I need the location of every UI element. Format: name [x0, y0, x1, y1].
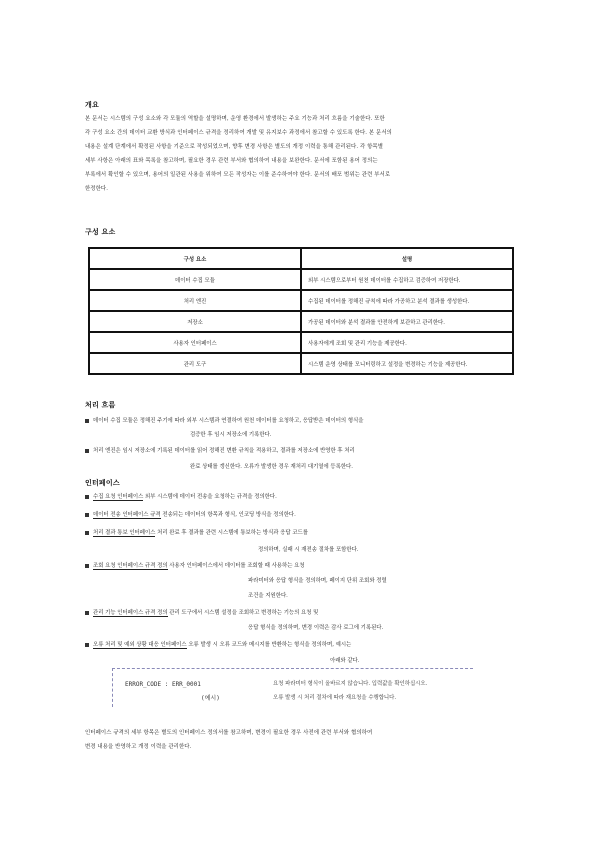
overview-line: 한정한다.	[85, 186, 109, 192]
table-header-row	[89, 248, 513, 269]
overview-heading: 개요	[85, 101, 99, 109]
interface-item-continued: 조건을 지원한다.	[248, 593, 288, 599]
interface-item: 수집 요청 인터페이스 외부 시스템에 데이터 전송을 요청하는 규격을 정의한다.	[85, 492, 277, 501]
table-cell-name: 데이터 수집 모듈	[89, 269, 301, 290]
table-cell-name: 사용자 인터페이스	[89, 332, 301, 353]
bullet-icon	[85, 419, 89, 423]
table-cell-desc: 외부 시스템으로부터 원천 데이터를 수집하고 검증하여 저장한다.	[301, 269, 513, 290]
flow-item: 데이터 수집 모듈은 정해진 주기에 따라 외부 시스템과 연결하여 원천 데이터를 요청하고, 응답받은 데이터의 형식을	[85, 416, 363, 424]
overview-line: 부록에서 확인할 수 있으며, 용어의 일관된 사용을 위하여 모든 작성자는 이를 준수하여야 한다. 문서의 배포 범위는 관련 부서로	[85, 172, 391, 178]
overview-line: 내용은 설계 단계에서 확정된 사항을 기준으로 작성되었으며, 향후 변경 사항은 별도의 개정 이력을 통해 관리된다. 각 항목별	[85, 144, 384, 150]
interface-item-continued: 정의하며, 실패 시 재전송 절차를 포함한다.	[258, 547, 359, 553]
footer-line: 변경 내용을 반영하고 개정 이력을 관리한다.	[85, 744, 192, 750]
components-heading: 구성 요소	[85, 228, 116, 236]
interface-item-continued: 아래와 같다.	[330, 658, 360, 664]
table-cell-name: 처리 엔진	[89, 290, 301, 311]
table-header-cell: 구성 요소	[89, 248, 301, 269]
table-row	[89, 269, 513, 290]
error-message-line: 요청 파라미터 형식이 올바르지 않습니다. 입력값을 확인하십시오.	[273, 681, 428, 687]
table-row	[89, 311, 513, 332]
overview-line: 세부 사항은 아래의 표와 목록을 참고하며, 필요한 경우 관련 부서와 협의하여 내용을 보완한다. 문서에 포함된 용어 정의는	[85, 158, 378, 164]
table-cell-desc: 사용자에게 조회 및 관리 기능을 제공한다.	[301, 332, 513, 353]
interface-item-continued: 파라미터와 응답 형식을 정의하며, 페이지 단위 조회와 정렬	[248, 578, 387, 584]
overview-line: 각 구성 요소 간의 데이터 교환 방식과 인터페이스 규격을 정리하여 개발 및 유지보수 과정에서 참고할 수 있도록 한다. 본 문서의	[85, 130, 392, 136]
flow-item-continued: 완료 상태를 갱신한다. 오류가 발생한 경우 재처리 대기열에 등록한다.	[190, 464, 353, 470]
bullet-icon	[85, 564, 89, 568]
table-cell-name: 저장소	[89, 311, 301, 332]
interface-item: 관리 기능 인터페이스 규격 정의 관리 도구에서 시스템 설정을 조회하고 변경하는 기능의 요청 및	[85, 608, 318, 617]
bullet-icon	[85, 495, 89, 499]
interface-item: 오류 처리 및 예외 상황 대응 인터페이스 오류 발생 시 오류 코드와 메시지를 반환하는 형식을 정의하며, 예시는	[85, 640, 351, 649]
error-code-note: (예시)	[201, 695, 220, 702]
overview-line: 본 문서는 시스템의 구성 요소와 각 모듈의 역할을 설명하며, 운영 환경에서 발생하는 주요 기능과 처리 흐름을 기술한다. 또한	[85, 116, 385, 122]
components-table	[88, 247, 514, 375]
footer-line: 인터페이스 규격의 세부 항목은 별도의 인터페이스 정의서를 참고하며, 변경이 필요한 경우 사전에 관련 부서와 협의하여	[85, 730, 373, 736]
table-row	[89, 290, 513, 311]
bullet-icon	[85, 611, 89, 615]
table-cell-desc: 가공된 데이터와 분석 결과를 안전하게 보관하고 관리한다.	[301, 311, 513, 332]
table-cell-desc: 수집된 데이터를 정해진 규칙에 따라 가공하고 분석 결과를 생성한다.	[301, 290, 513, 311]
bullet-icon	[85, 513, 89, 517]
bullet-icon	[85, 531, 89, 535]
table-cell-name: 관리 도구	[89, 353, 301, 374]
code-example-box	[112, 668, 473, 707]
footer-paragraph	[85, 726, 495, 754]
table-cell-desc: 시스템 운영 상태를 모니터링하고 설정을 변경하는 기능을 제공한다.	[301, 353, 513, 374]
table-row	[89, 353, 513, 374]
overview-paragraph	[85, 112, 513, 196]
error-message-line: 오류 발생 시 처리 절차에 따라 재요청을 수행합니다.	[273, 695, 397, 701]
flow-item-continued: 검증한 후 임시 저장소에 기록한다.	[190, 432, 272, 438]
flow-item: 처리 엔진은 임시 저장소에 기록된 데이터를 읽어 정해진 변환 규칙을 적용하고, 결과를 저장소에 반영한 후 처리	[85, 446, 355, 454]
interface-item: 데이터 전송 인터페이스 규격 전송되는 데이터의 항목과 형식, 인코딩 방식을 정의한다.	[85, 510, 296, 519]
flow-heading: 처리 흐름	[85, 401, 116, 409]
interface-item: 조회 요청 인터페이스 규격 정의 사용자 인터페이스에서 데이터를 조회할 때 사용하는 요청	[85, 561, 305, 570]
interface-item: 처리 결과 통보 인터페이스 처리 완료 후 결과를 관련 시스템에 통보하는 방식과 응답 코드를	[85, 528, 308, 537]
bullet-icon	[85, 643, 89, 647]
bullet-icon	[85, 449, 89, 453]
interfaces-heading: 인터페이스	[85, 479, 120, 487]
error-code-label: ERROR_CODE : ERR_0001	[125, 681, 201, 688]
table-header-cell: 설명	[301, 248, 513, 269]
interface-item-continued: 응답 형식을 정의하며, 변경 이력은 감사 로그에 기록된다.	[248, 625, 384, 631]
table-row	[89, 332, 513, 353]
